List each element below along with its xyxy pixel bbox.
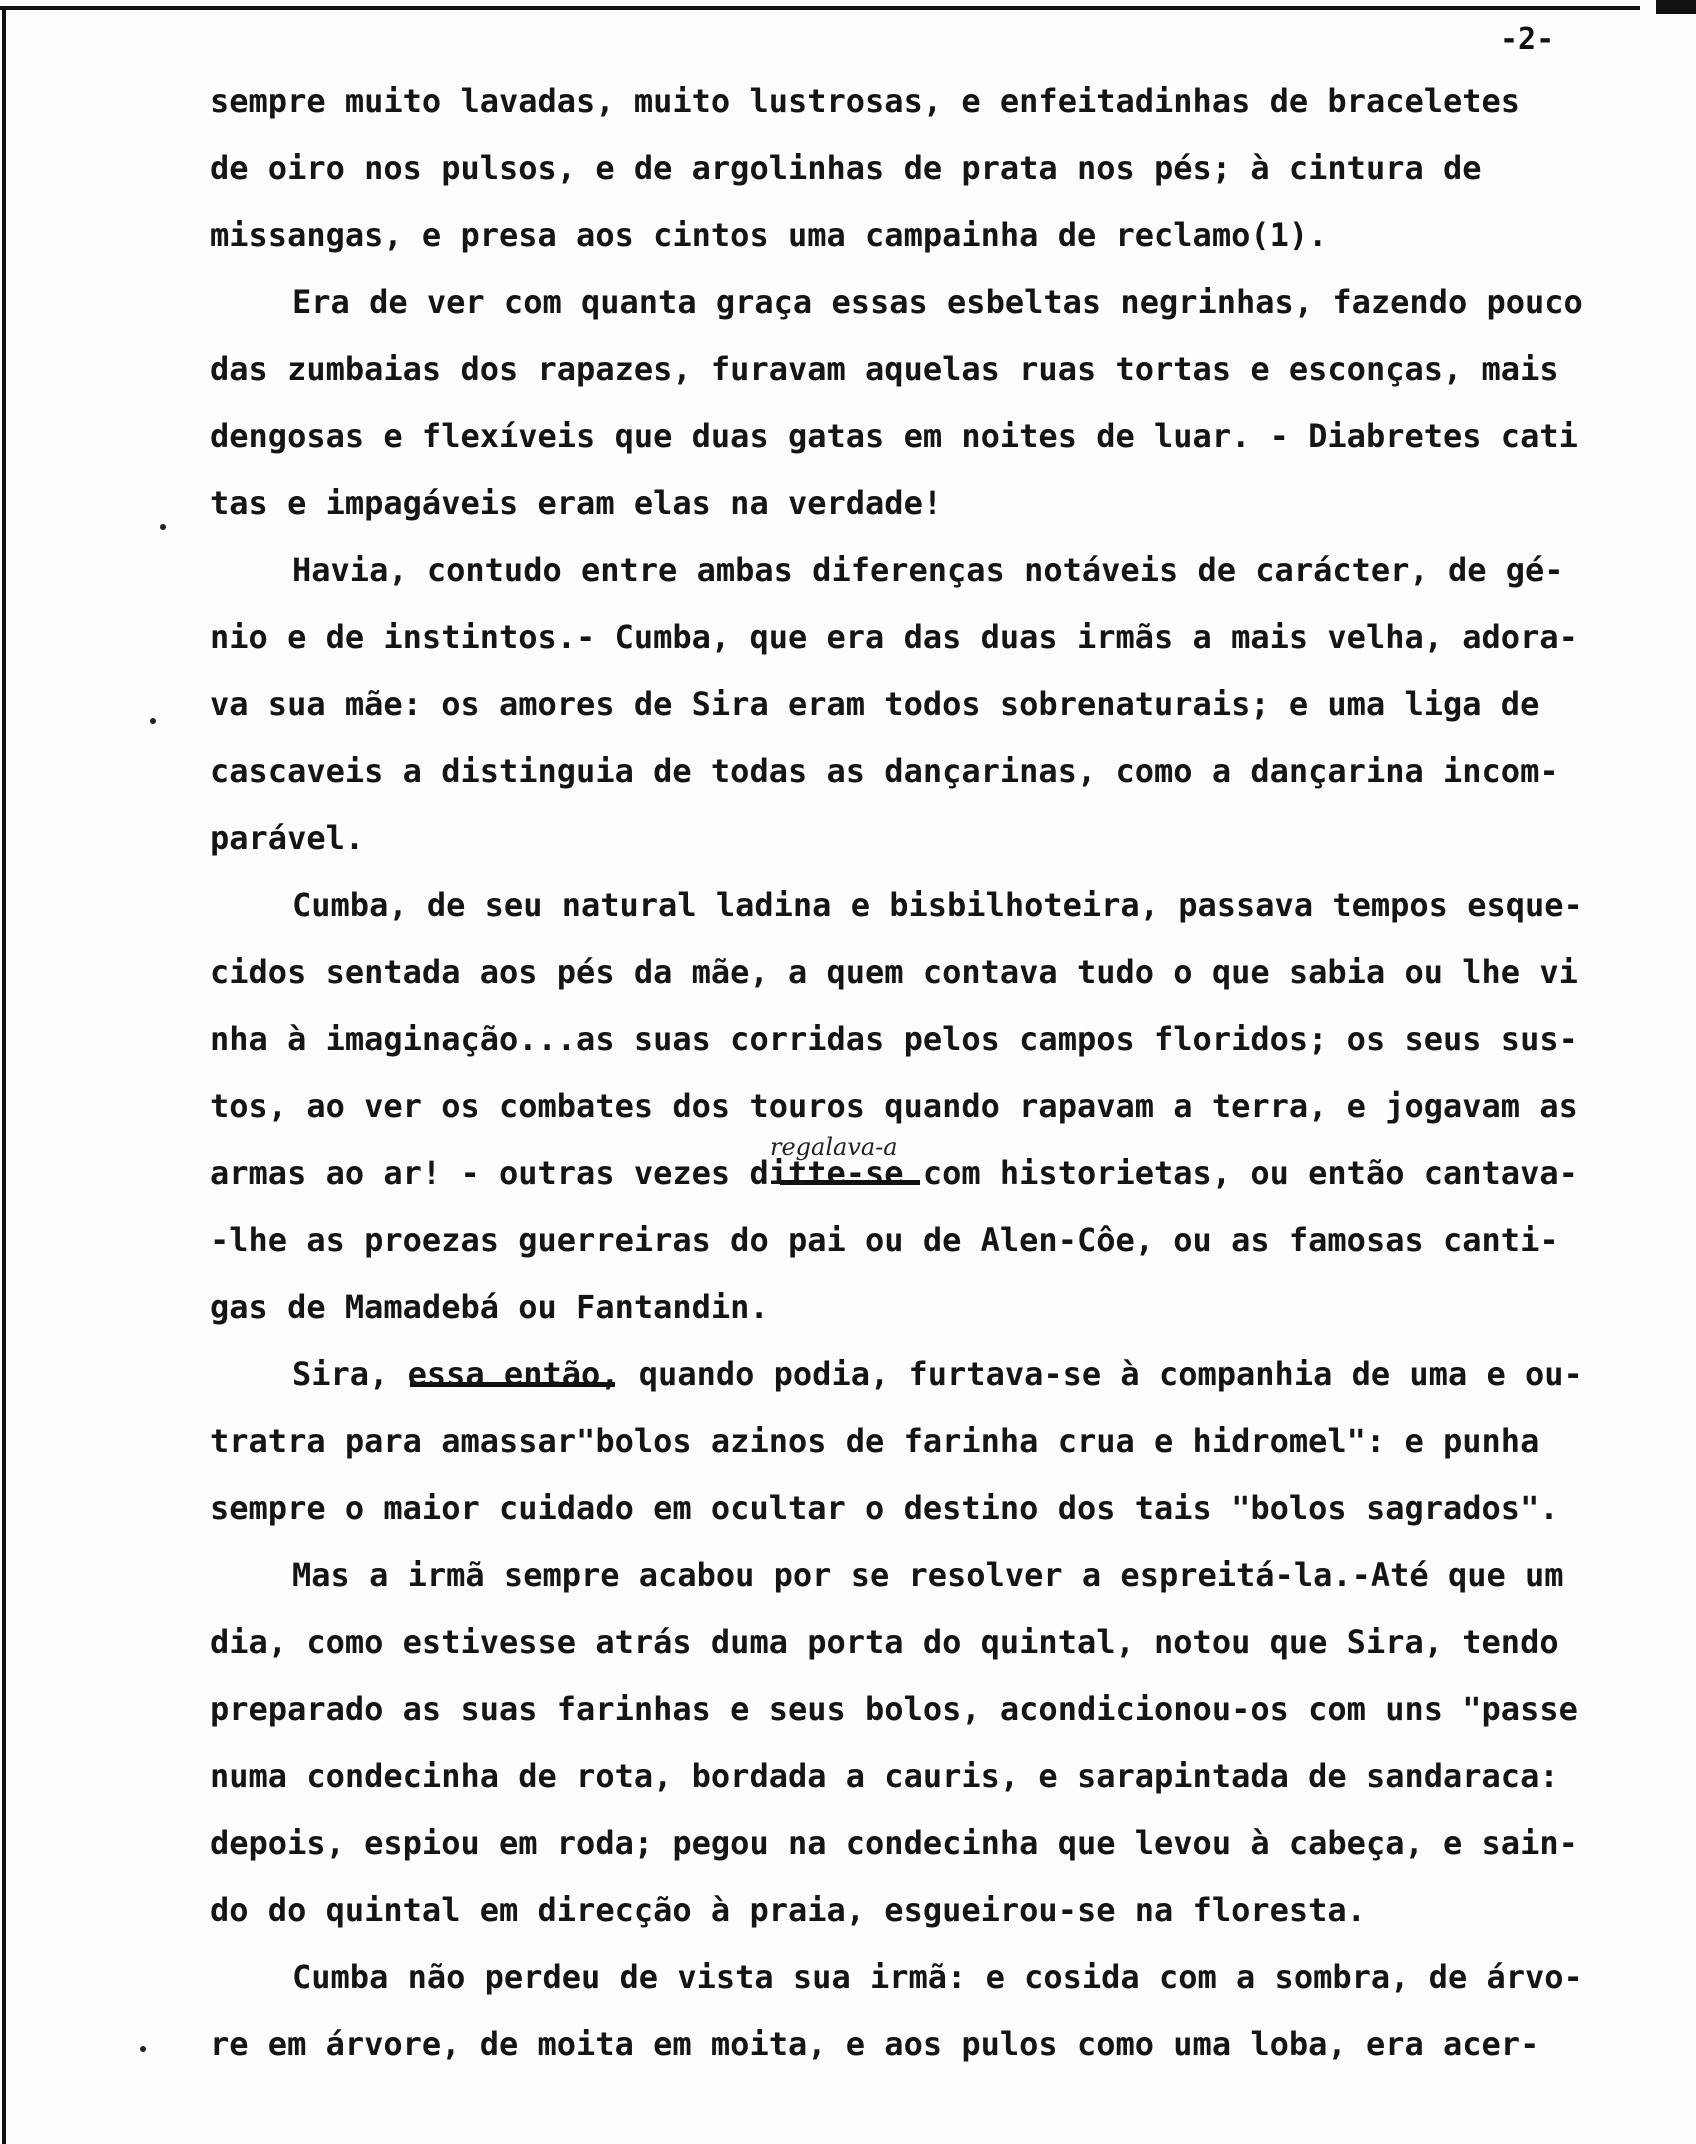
text-line: Cumba não perdeu de vista sua irmã: e cosida com a sombra, de árvo- — [292, 1958, 1583, 1996]
text-line: Mas a irmã sempre acabou por se resolver a espreitá-la.-Até que um — [292, 1556, 1564, 1594]
text-line: de oiro nos pulsos, e de argolinhas de prata nos pés; à cintura de — [210, 149, 1482, 187]
text-line: va sua mãe: os amores de Sira eram todos sobrenaturais; e uma liga de — [210, 685, 1540, 723]
scan-speck — [140, 2046, 146, 2052]
page-number: -2- — [1500, 22, 1555, 57]
text-line: tratra para amassar"bolos azinos de farinha crua e hidromel": e punha — [210, 1422, 1540, 1460]
text-line: gas de Mamadebá ou Fantandin. — [210, 1288, 769, 1326]
text-line: parável. — [210, 819, 365, 857]
scan-speck — [160, 524, 166, 530]
text-line: nio e de instintos.- Cumba, que era das duas irmãs a mais velha, adora- — [210, 618, 1578, 656]
text-line: Sira, essa então, quando podia, furtava-se à companhia de uma e ou- — [292, 1355, 1583, 1393]
text-line: tos, ao ver os combates dos touros quando rapavam a terra, e jogavam as — [210, 1087, 1578, 1125]
text-line: depois, espiou em roda; pegou na condecinha que levou à cabeça, e sain- — [210, 1824, 1578, 1862]
text-line: numa condecinha de rota, bordada a cauris, e sarapintada de sandaraca: — [210, 1757, 1559, 1795]
text-line: Cumba, de seu natural ladina e bisbilhoteira, passava tempos esque- — [292, 886, 1583, 924]
text-line: re em árvore, de moita em moita, e aos pulos como uma loba, era acer- — [210, 2025, 1540, 2063]
text-line: dia, como estivesse atrás duma porta do quintal, notou que Sira, tendo — [210, 1623, 1559, 1661]
text-line: do do quintal em direcção à praia, esgueirou-se na floresta. — [210, 1891, 1366, 1929]
text-line: Era de ver com quanta graça essas esbeltas negrinhas, fazendo pouco — [292, 283, 1583, 321]
text-line: das zumbaias dos rapazes, furavam aquelas ruas tortas e esconças, mais — [210, 350, 1559, 388]
scan-edge-left — [2, 6, 6, 2144]
text-line: -lhe as proezas guerreiras do pai ou de Alen-Côe, ou as famosas canti- — [210, 1221, 1559, 1259]
text-line: missangas, e presa aos cintos uma campainha de reclamo(1). — [210, 216, 1328, 254]
typed-text-body — [210, 68, 1670, 2078]
text-line: Havia, contudo entre ambas diferenças notáveis de carácter, de gé- — [292, 551, 1564, 589]
text-line: armas ao ar! - outras vezes ditte-se com historietas, ou então cantava- — [210, 1154, 1578, 1192]
text-line: preparado as suas farinhas e seus bolos, acondicionou-os com uns "passe — [210, 1690, 1578, 1728]
text-line: nha à imaginação...as suas corridas pelos campos floridos; os seus sus- — [210, 1020, 1578, 1058]
scan-edge-corner — [1656, 0, 1696, 14]
scan-edge-top — [0, 6, 1640, 10]
text-line: cascaveis a distinguia de todas as dançarinas, como a dançarina incom- — [210, 752, 1559, 790]
text-line: sempre muito lavadas, muito lustrosas, e enfeitadinhas de braceletes — [210, 82, 1521, 120]
handwritten-correction: regalava-a — [770, 1133, 898, 1161]
text-line: tas e impagáveis eram elas na verdade! — [210, 484, 943, 522]
scan-speck — [150, 718, 156, 724]
text-line: dengosas e flexíveis que duas gatas em noites de luar. - Diabretes cati — [210, 417, 1578, 455]
text-line: cidos sentada aos pés da mãe, a quem contava tudo o que sabia ou lhe vi — [210, 953, 1578, 991]
text-line: sempre o maior cuidado em ocultar o destino dos tais "bolos sagrados". — [210, 1489, 1559, 1527]
